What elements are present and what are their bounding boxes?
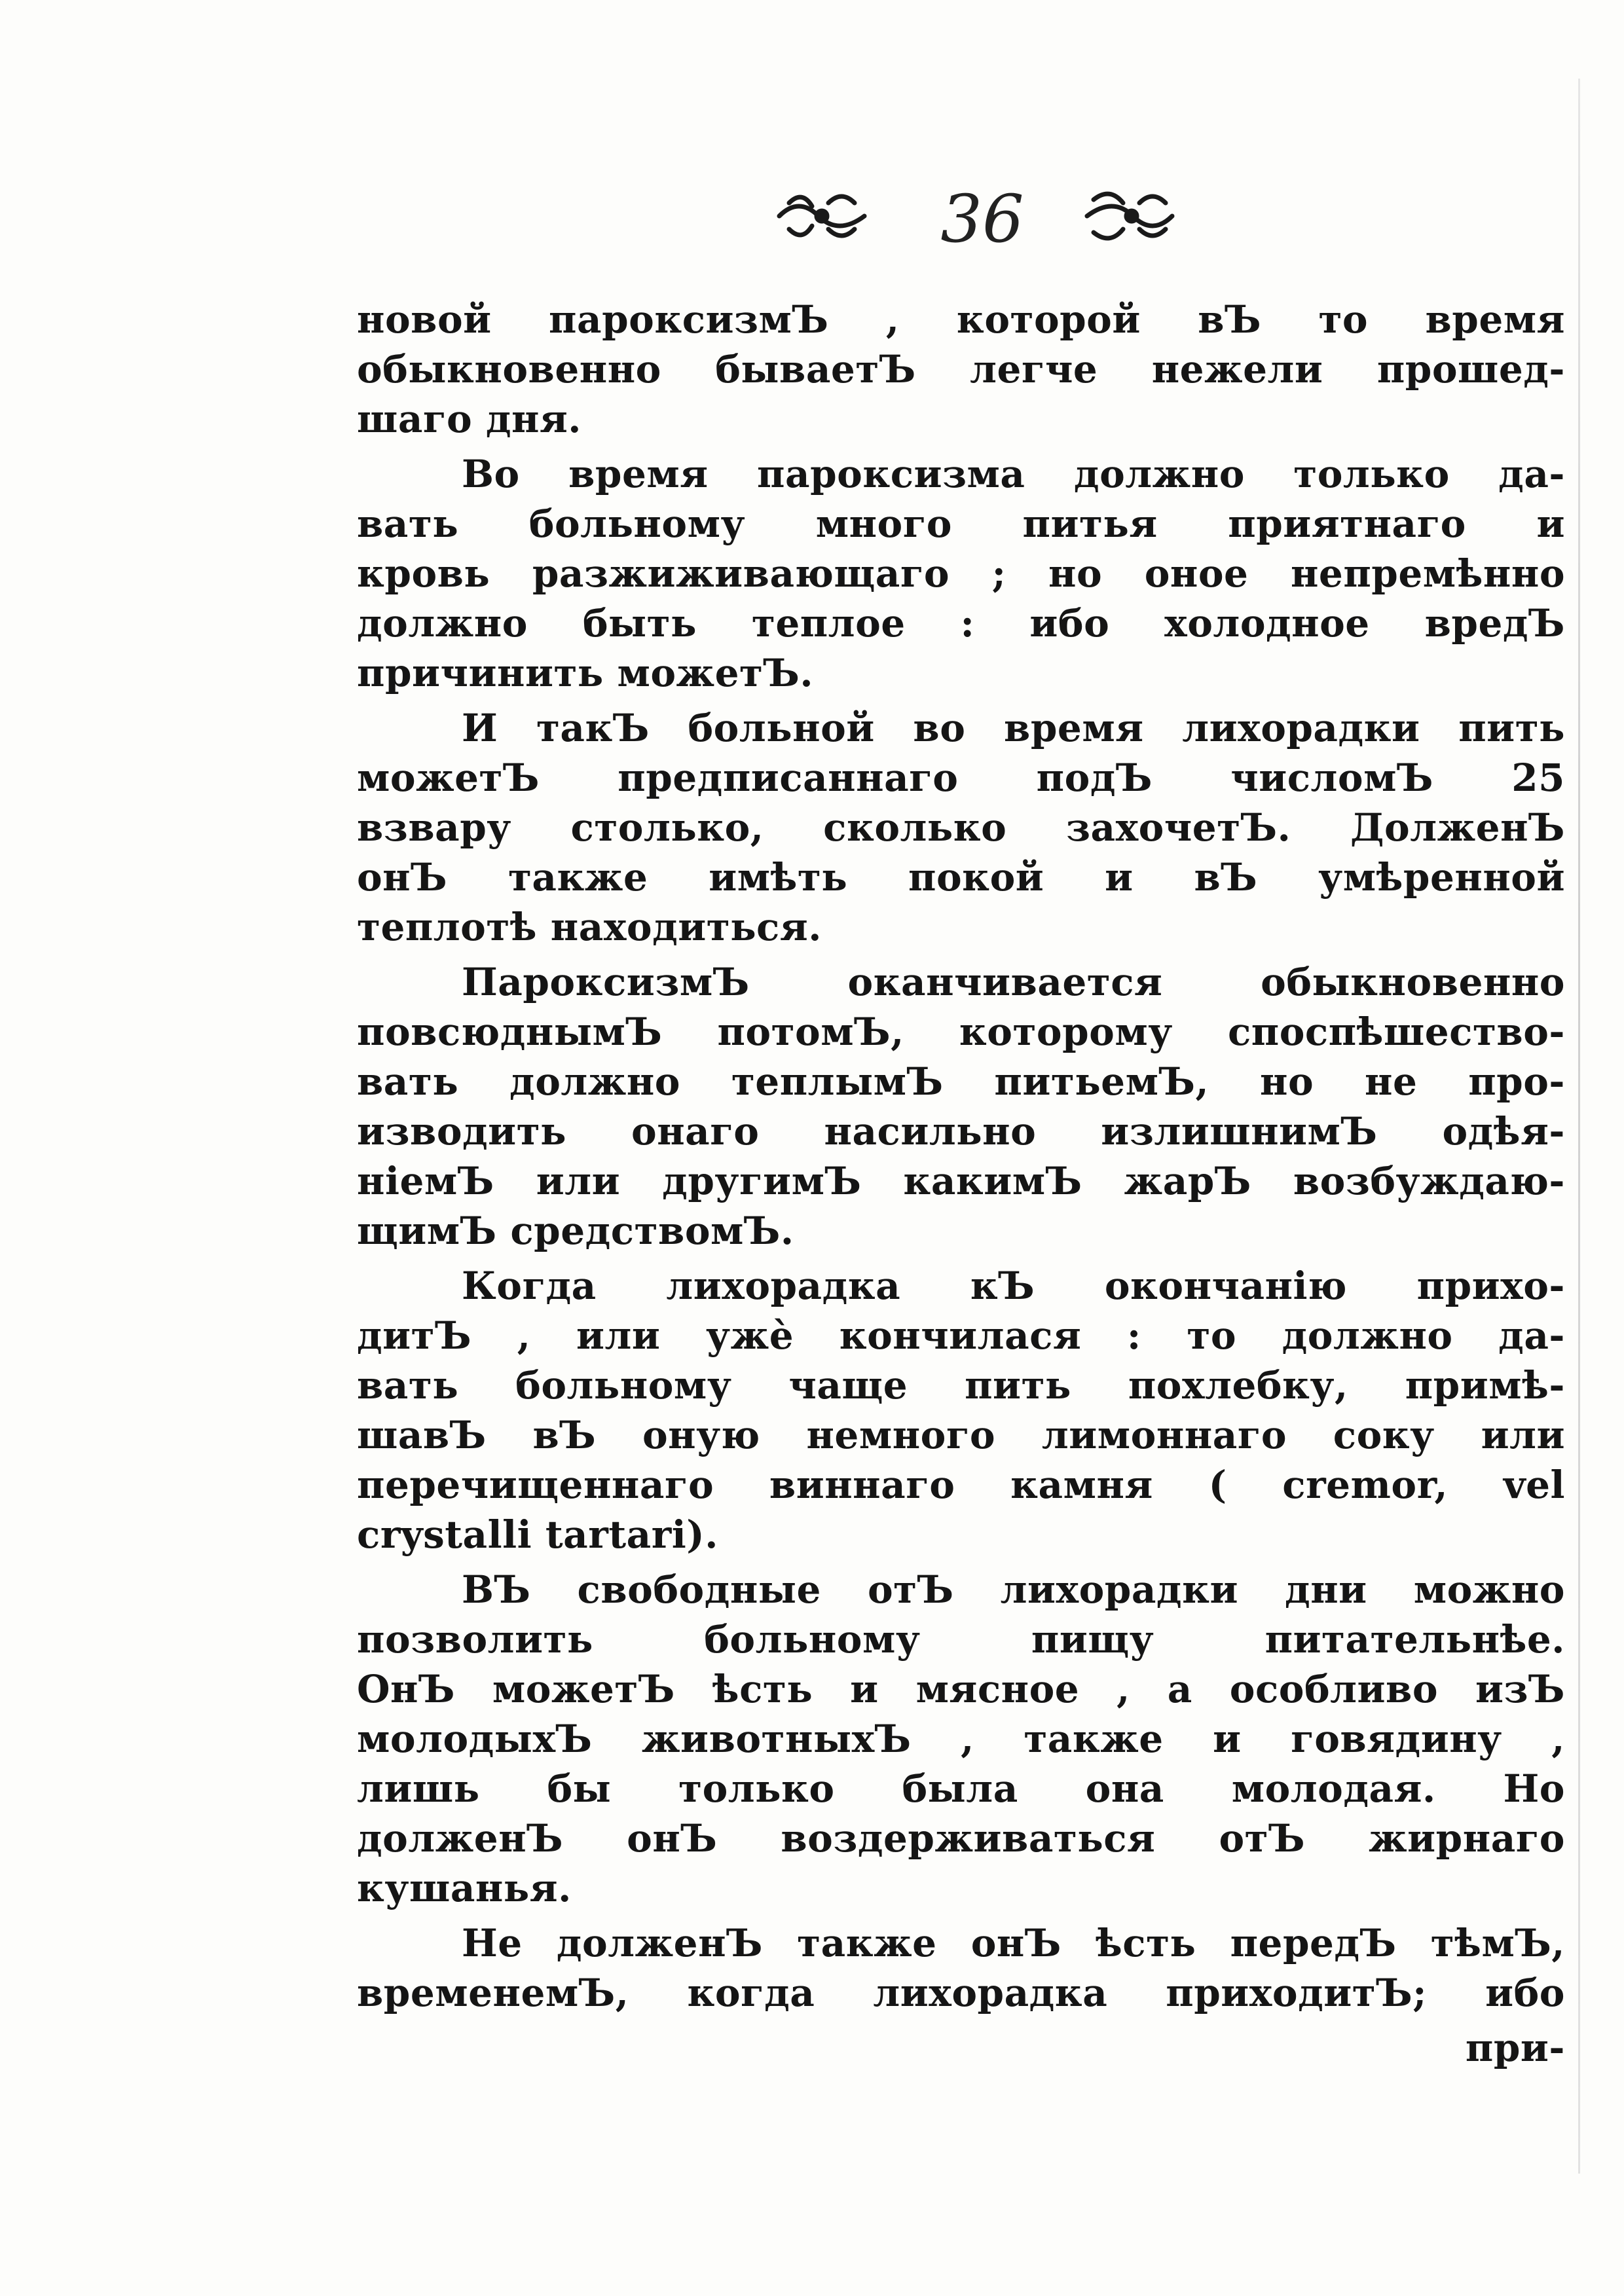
text-line: причинить можетЪ. — [357, 651, 814, 695]
text-line: ОнЪ можетЪ ѣсть и мясное , а особливо изЪ — [357, 1667, 1565, 1711]
paragraph — [357, 449, 1565, 698]
text-line: долженЪ онЪ воздерживаться отЪ жирнаго — [357, 1816, 1565, 1861]
text-line: шавЪ вЪ оную немного лимоннаго соку или — [357, 1413, 1565, 1457]
fleuron-left-icon — [773, 183, 871, 249]
fleuron-right-icon — [1080, 183, 1179, 249]
text-line: молодыхЪ животныхЪ , также и говядину , — [357, 1717, 1565, 1761]
text-line: вать больному много питья приятнаго и — [357, 501, 1565, 546]
text-line: временемЪ, когда лихорадка приходитЪ; ибо — [357, 1971, 1565, 2015]
text-line: Не долженЪ также онЪ ѣсть передЪ тѣмЪ, — [462, 1921, 1565, 1965]
text-line: можетЪ предписаннаго подЪ числомЪ 25 — [357, 756, 1565, 800]
text-line: взвару столько, сколько захочетЪ. ДолженЪ — [357, 805, 1565, 850]
page-number: 36 — [940, 181, 1024, 257]
paragraph — [357, 1261, 1565, 1559]
text-line: новой пароксизмЪ , которой вЪ то время — [357, 297, 1565, 342]
catchword: при- — [1465, 2026, 1565, 2070]
text-line: вать должно теплымЪ питьемЪ, но не про- — [357, 1059, 1565, 1104]
text-line: кровь разжиживающаго ; но оное непремѣнно — [357, 551, 1565, 596]
text-line: crystalli tartari). — [357, 1512, 718, 1557]
text-line: ПароксизмЪ оканчивается обыкновенно — [462, 960, 1565, 1004]
text-line: дитЪ , или ужѐ кончилася : то должно да- — [357, 1313, 1565, 1358]
body-text — [357, 295, 1565, 2073]
text-line: позволить больному пищу питательнѣе. — [357, 1617, 1565, 1662]
text-line: ніемЪ или другимЪ какимЪ жарЪ возбуждаю- — [357, 1159, 1565, 1203]
text-line: онЪ также имѣть покой и вЪ умѣренной — [357, 855, 1565, 900]
text-line: Когда лихорадка кЪ окончанію прихо- — [462, 1264, 1565, 1308]
text-line: обыкновенно бываетЪ легче нежели прошед- — [357, 347, 1565, 392]
text-line: изводить онаго насильно излишнимЪ одѣя- — [357, 1109, 1565, 1154]
page-edge — [1578, 79, 1580, 2174]
text-line: теплотѣ находиться. — [357, 905, 822, 949]
text-line: шаго дня. — [357, 397, 581, 441]
text-line: повсюднымЪ потомЪ, которому споспѣшество- — [357, 1010, 1565, 1054]
text-line: лишь бы только была она молодая. Но — [357, 1766, 1565, 1811]
text-line: должно быть теплое : ибо холодное вредЪ — [357, 601, 1565, 646]
paragraph — [357, 295, 1565, 444]
text-line: ВЪ свободные отЪ лихорадки дни можно — [462, 1567, 1565, 1612]
text-line: щимЪ средствомЪ. — [357, 1209, 794, 1253]
paragraph — [357, 1565, 1565, 1913]
paragraph — [357, 1918, 1565, 2018]
paragraph — [357, 957, 1565, 1256]
text-line: И такЪ больной во время лихорадки пить — [462, 706, 1565, 750]
text-line: вать больному чаще пить похлебку, примѣ- — [357, 1363, 1565, 1408]
text-line: Во время пароксизма должно только да- — [462, 452, 1565, 496]
page-header — [0, 177, 1624, 262]
text-line: перечищеннаго виннаго камня ( cremor, vel — [357, 1463, 1565, 1507]
text-line: кушанья. — [357, 1866, 572, 1910]
paragraph — [357, 703, 1565, 952]
